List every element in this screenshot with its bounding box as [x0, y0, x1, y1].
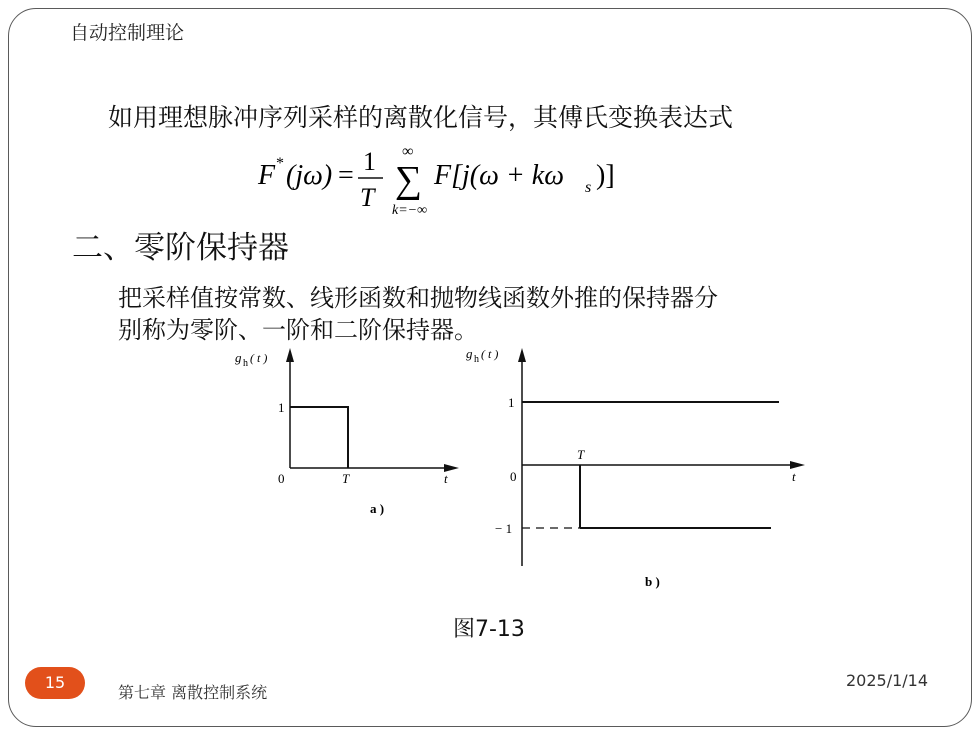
figure-caption: 图7-13: [453, 617, 525, 642]
formula-equals: =: [338, 160, 354, 191]
figure-a-tick-one: 1: [278, 400, 285, 415]
body-line-2: 别称为零阶、一阶和二阶保持器。: [118, 316, 478, 344]
figure-a-origin: 0: [278, 471, 285, 486]
figure-b-decomposition: [455, 340, 815, 600]
figure-a-zero-order-hold: [230, 340, 460, 530]
body-paragraph: [118, 282, 838, 346]
formula-frac-den: T: [360, 183, 375, 212]
figure-a-tick-T: T: [342, 471, 350, 486]
figure-a-ylabel: g: [235, 350, 242, 365]
figure-a-xlabel: t: [444, 471, 448, 486]
figure-b-ylabel-sub: h: [474, 354, 479, 365]
footer-chapter: 第七章 离散控制系统: [118, 683, 268, 702]
formula-frac-num: 1: [363, 148, 376, 176]
figure-b-ylabel-arg: ( t ): [481, 347, 499, 361]
figure-b-x-arrow: [790, 461, 805, 469]
figure-a-pulse: [290, 407, 348, 468]
body-line-1: 把采样值按常数、线形函数和抛物线函数外推的保持器分: [118, 284, 718, 312]
figure-a-y-arrow: [286, 348, 294, 362]
formula-lhs-star: *: [276, 155, 284, 172]
formula-lhs-func: F: [258, 160, 276, 191]
formula-sum-upper: ∞: [402, 148, 414, 160]
formula-rhs-close: )]: [596, 160, 615, 191]
formula-rhs-sub: s: [585, 179, 592, 196]
figure-b-ylabel: g: [466, 346, 473, 361]
figure-b-tick-one: 1: [508, 395, 515, 410]
page-number-badge: 15: [25, 667, 85, 699]
formula-lhs-arg: (jω): [286, 160, 333, 191]
figure-a-ylabel-arg: ( t ): [250, 351, 268, 365]
footer-date: 2025/1/14: [846, 671, 929, 690]
formula-rhs: F[j(ω + kω: [434, 160, 564, 191]
section-heading: 二、零阶保持器: [72, 230, 289, 266]
figure-b-caption: b ): [645, 574, 660, 589]
figure-a-ylabel-sub: h: [243, 358, 248, 369]
formula-sum-symbol: ∑: [395, 159, 423, 201]
formula-sum-lower: k=−∞: [392, 203, 428, 218]
figure-b-origin: 0: [510, 469, 517, 484]
fourier-formula: [0, 148, 980, 220]
intro-text: 如用理想脉冲序列采样的离散化信号，其傅氏变换表达式: [108, 103, 734, 132]
figure-a-caption: a ): [370, 501, 385, 516]
figure-b-xlabel: t: [792, 469, 796, 484]
figure-b-y-arrow: [518, 348, 526, 362]
figure-b-tick-T: T: [577, 447, 585, 462]
figure-b-tick-neg-one: − 1: [495, 521, 513, 536]
header-title: 自动控制理论: [70, 22, 185, 44]
